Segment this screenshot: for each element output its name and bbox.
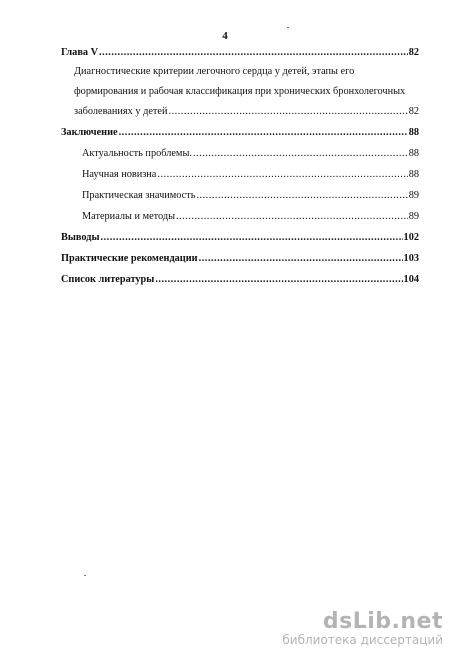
toc-entry-novelty[interactable] (82, 169, 419, 180)
toc-entry-references[interactable] (61, 274, 419, 285)
toc-entry-label: Актуальность проблемы. (82, 148, 192, 159)
toc-entry-label: Выводы (61, 232, 100, 243)
toc-entry-line: формирования и рабочая классификация при хронических бронхолегочных (74, 86, 406, 97)
watermark-subtitle: библиотека диссертаций (282, 633, 443, 647)
toc-entry-page: 88 (408, 169, 419, 180)
toc-leader-dots (199, 253, 403, 264)
toc-entry-page: 104 (403, 274, 419, 285)
toc-entry-label: заболеваниях у детей (74, 106, 168, 117)
toc-entry-page: 89 (408, 190, 419, 201)
toc-entry-chapter-5-section[interactable] (61, 66, 419, 117)
toc-leader-dots (169, 106, 408, 117)
toc-entry-page: 82 (408, 106, 419, 117)
toc-entry-conclusion[interactable] (61, 127, 419, 138)
toc-entry-relevance[interactable] (82, 148, 419, 159)
toc-entry-label: Заключение (61, 127, 118, 138)
scan-speck (287, 27, 289, 28)
toc-entry-page: 89 (408, 211, 419, 222)
toc-entry-label: Практические рекомендации (61, 253, 198, 264)
toc-entry-page: 102 (403, 232, 419, 243)
toc-entry-label: Материалы и методы (82, 211, 176, 222)
toc-leader-dots (99, 47, 408, 58)
toc-entry-label: Список литературы (61, 274, 155, 285)
toc-leader-dots (101, 232, 403, 243)
scan-speck (84, 575, 86, 576)
toc-entry-label: Глава V (61, 47, 99, 58)
toc-entry-materials-methods[interactable] (82, 211, 419, 222)
toc-leader-dots (155, 274, 402, 285)
toc-entry-page: 88 (408, 127, 419, 138)
toc-entry-label: Практическая значимость (82, 190, 196, 201)
toc-leader-dots (176, 211, 408, 222)
toc-entry-last-line (74, 106, 419, 117)
toc-leader-dots (119, 127, 408, 138)
toc-entry-line: Диагностические критерии легочного сердца у детей, этапы его (74, 66, 355, 77)
toc-leader-dots (193, 148, 408, 159)
toc-entry-page: 88 (408, 148, 419, 159)
watermark (282, 611, 443, 647)
watermark-logo: dsLib.net (322, 609, 443, 634)
toc-leader-dots (196, 190, 407, 201)
toc-entry-practical-significance[interactable] (82, 190, 419, 201)
toc-entry-chapter-5[interactable] (61, 47, 419, 58)
toc-entry-recommendations[interactable] (61, 253, 419, 264)
toc-entry-page: 82 (408, 47, 419, 58)
page-number: 4 (222, 30, 228, 42)
table-of-contents (61, 47, 419, 285)
toc-entry-page: 103 (403, 253, 419, 264)
toc-entry-findings[interactable] (61, 232, 419, 243)
toc-leader-dots (157, 169, 407, 180)
toc-entry-label: Научная новизна (82, 169, 157, 180)
